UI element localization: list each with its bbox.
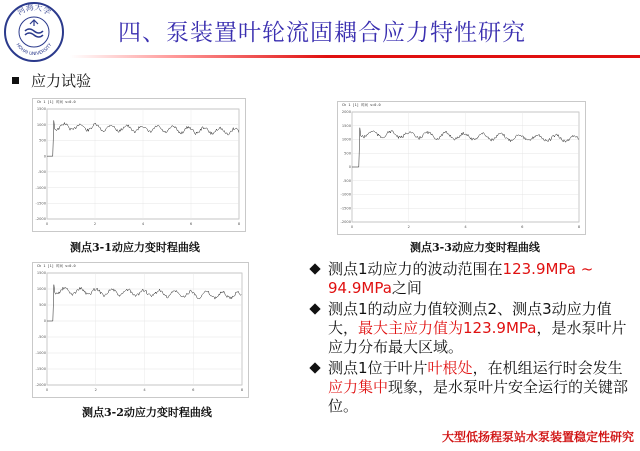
y-tick-label: -1500 [35, 201, 46, 206]
page-title: 四、泵装置叶轮流固耦合应力特性研究 [118, 20, 526, 46]
y-tick-label: -2000 [35, 383, 46, 388]
x-tick-label: 4 [464, 225, 467, 229]
university-logo [3, 1, 65, 63]
finding-text: 现象，是水泵叶片安全运行的关键部位。 [328, 378, 629, 415]
finding-text: 测点1的动应力值较测点2、测点3动应力值大， [328, 300, 612, 337]
x-tick-label: 4 [141, 222, 145, 226]
y-tick-label: -2000 [340, 220, 351, 225]
x-tick-label: 0 [350, 225, 354, 229]
waveform-chart [33, 99, 245, 231]
finding-item [308, 300, 634, 357]
y-tick-label: 1000 [36, 122, 46, 127]
y-tick-label: -500 [37, 335, 46, 340]
x-tick-label: 2 [94, 388, 97, 392]
finding-text: ，是水泵叶片应力分布最大区域。 [328, 319, 627, 356]
y-tick-label: 0 [348, 165, 351, 170]
y-tick-label: -1000 [35, 351, 46, 356]
diamond-bullet-icon [309, 362, 320, 373]
y-tick-label: 0 [43, 154, 46, 159]
plot-caption-3-2: 测点3-2动应力变时程曲线 [82, 406, 212, 419]
finding-text: ，在机组运行时会发生 [472, 359, 623, 377]
y-tick-label: -2000 [35, 217, 46, 222]
waveform-chart [338, 102, 585, 234]
x-tick-label: 0 [45, 388, 49, 392]
diamond-bullet-icon [309, 303, 320, 314]
square-bullet-icon [12, 77, 19, 84]
stress-plot-3-1 [32, 98, 246, 232]
y-tick-label: -1500 [340, 206, 351, 211]
y-tick-label: 1000 [341, 137, 351, 142]
logo-sub-text: HOHAI UNIVERSITY [14, 42, 54, 58]
waveform-chart [33, 263, 248, 397]
plot-caption-3-3: 测点3-3动应力变时程曲线 [410, 241, 540, 254]
section-heading [12, 70, 91, 91]
y-tick-label: 0 [43, 319, 46, 324]
finding-text: 之间 [391, 279, 422, 297]
x-tick-label: 6 [192, 388, 195, 392]
stress-plot-3-2 [32, 262, 249, 398]
section-label: 应力试验 [31, 72, 92, 90]
x-tick-label: 8 [237, 222, 241, 226]
y-tick-label: 500 [344, 151, 351, 156]
x-tick-label: 8 [577, 225, 581, 229]
y-tick-label: 1500 [36, 107, 46, 112]
university-seal-icon [3, 1, 65, 63]
diamond-bullet-icon [309, 263, 320, 274]
title-divider [70, 55, 640, 58]
plot-header-text: Ch 1 [1] 时间 s=0.0 [37, 100, 76, 104]
highlight-text: 最大主应力值为123.9MPa [358, 319, 537, 337]
y-tick-label: 500 [39, 138, 46, 143]
y-tick-label: -1000 [340, 192, 351, 197]
findings-list [308, 260, 634, 418]
footer-caption: 大型低扬程泵站水泵装置稳定性研究 [441, 430, 634, 444]
x-tick-label: 2 [407, 225, 410, 229]
y-tick-label: -1500 [35, 367, 46, 372]
highlight-text: 叶根处 [427, 359, 473, 377]
x-tick-label: 6 [521, 225, 524, 229]
y-tick-label: -1000 [35, 185, 46, 190]
y-tick-label: -500 [37, 170, 46, 175]
y-tick-label: 500 [39, 303, 46, 308]
finding-text: 测点1动应力的波动范围在 [328, 260, 503, 278]
y-tick-label: -500 [342, 178, 351, 183]
y-tick-label: 1500 [36, 271, 46, 276]
finding-text: 测点1位于叶片 [328, 359, 428, 377]
x-tick-label: 0 [45, 222, 49, 226]
x-tick-label: 2 [93, 222, 97, 226]
stress-plot-3-3 [337, 101, 586, 235]
y-tick-label: 1000 [36, 287, 46, 292]
highlight-text: 应力集中 [328, 378, 389, 396]
y-tick-label: 2000 [341, 110, 351, 115]
highlight-text: 123.9MPa ~ 94.9MPa [328, 260, 594, 297]
logo-text: 河海大学 [15, 2, 53, 17]
y-tick-label: 1500 [341, 123, 351, 128]
finding-item [308, 359, 634, 416]
plot-header-text: Ch 1 [1] 时间 s=0.0 [37, 264, 76, 268]
x-tick-label: 4 [143, 388, 146, 392]
plot-header-text: Ch 1 [1] 时间 s=0.0 [342, 103, 381, 107]
finding-item [308, 260, 634, 298]
plot-caption-3-1: 测点3-1动应力变时程曲线 [70, 241, 200, 254]
x-tick-label: 6 [189, 222, 193, 226]
x-tick-label: 8 [240, 388, 244, 392]
